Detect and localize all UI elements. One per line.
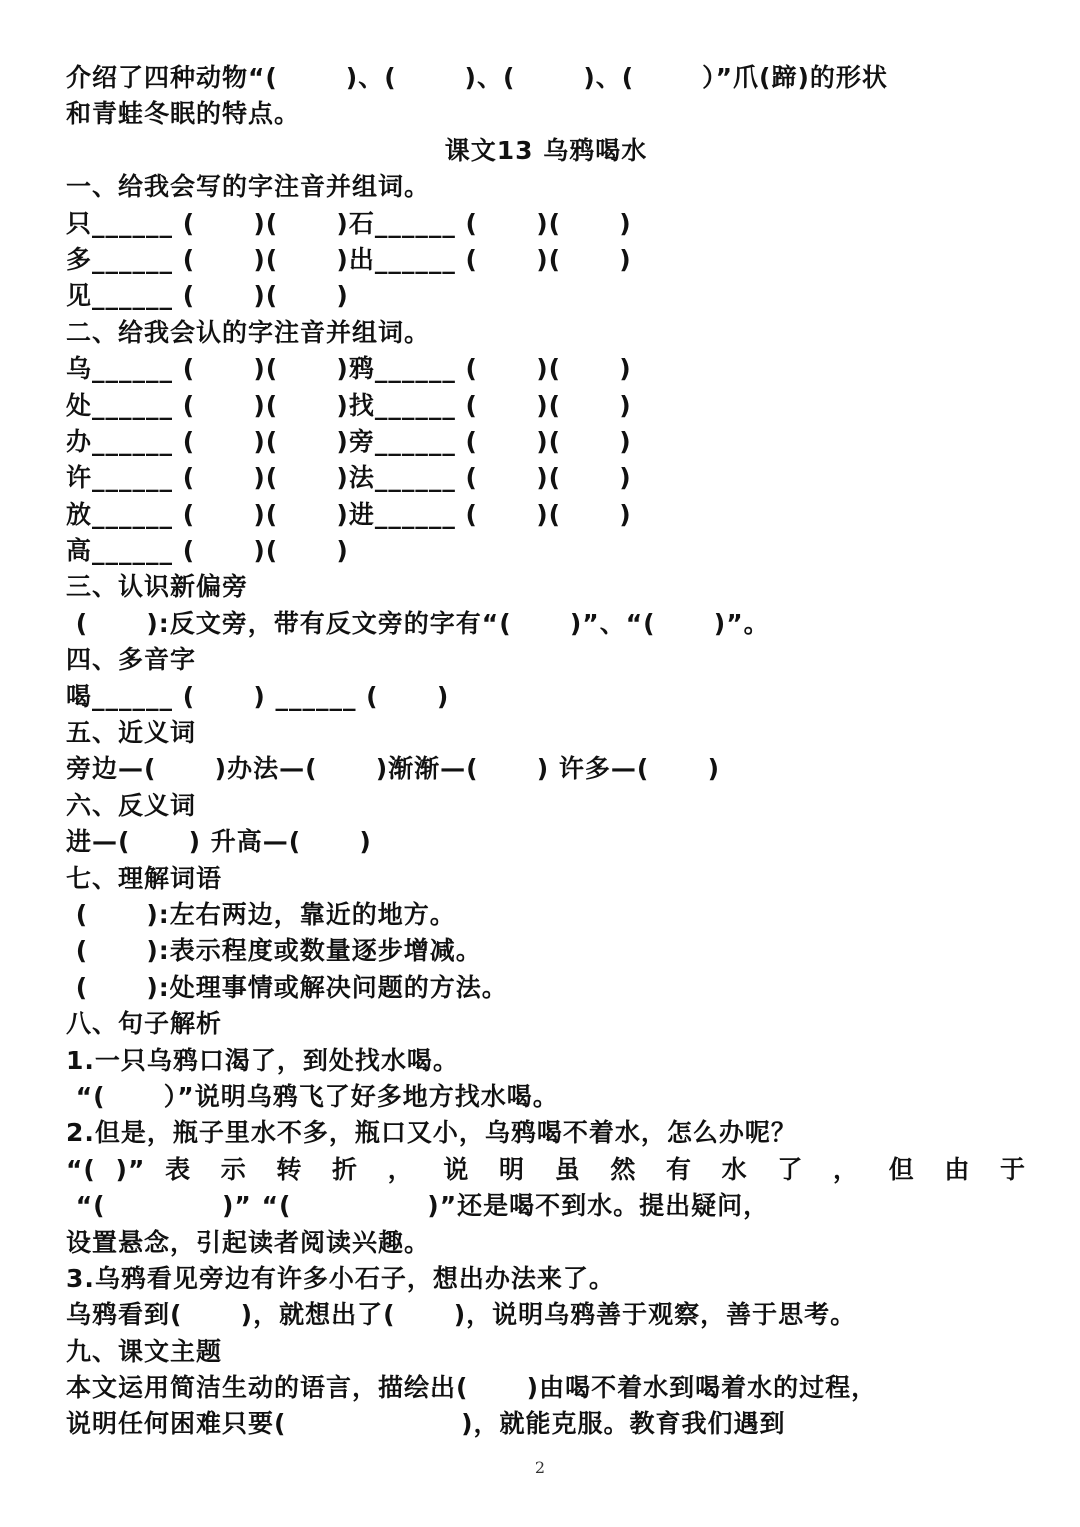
text-line: ( ):表示程度或数量逐步增减。 [66, 936, 482, 966]
text-line: 见______ ( )( ) [66, 281, 349, 311]
text-line: 七、理解词语 [66, 863, 223, 893]
text-line: 2.但是，瓶子里水不多，瓶口又小，乌鸦喝不着水，怎么办呢？ [66, 1118, 797, 1148]
text-line: 1.一只乌鸦口渴了，到处找水喝。 [66, 1045, 459, 1075]
text-line: 说明任何困难只要( )，就能克服。教育我们遇到 [66, 1409, 786, 1439]
text-line: 旁边—( )办法—( )渐渐—( ) 许多—( ) [66, 754, 720, 784]
text-line: 乌______ ( )( )鸦______ ( )( ) [66, 354, 632, 384]
text-line: ( ):左右两边，靠近的地方。 [66, 899, 456, 929]
text-line: 六、反义词 [66, 790, 197, 820]
text-line: 介绍了四种动物“( )、( )、( )、( ）”爪(蹄)的形状 [66, 63, 888, 92]
text-line: 放______ ( )( )进______ ( )( ) [66, 499, 632, 529]
lesson-title: 课文13 乌鸦喝水 [444, 135, 648, 165]
text-line: 四、多音字 [66, 645, 197, 675]
text-line: 处______ ( )( )找______ ( )( ) [66, 390, 632, 420]
page-number: 2 [534, 1458, 546, 1477]
text-line: 喝______ ( ) ______ ( ) [66, 681, 450, 711]
text-line: 设置悬念，引起读者阅读兴趣。 [66, 1227, 431, 1257]
text-line: 五、近义词 [66, 718, 197, 748]
text-line: 许______ ( )( )法______ ( )( ) [66, 463, 632, 493]
text-line: 三、认识新偏旁 [66, 572, 249, 602]
text-line: 和青蛙冬眠的特点。 [66, 99, 301, 129]
text-line: ( ):反文旁，带有反文旁的字有“( )”、“( )”。 [66, 608, 770, 638]
text-line: “( )” “( )”还是喝不到水。提出疑问， [66, 1191, 770, 1221]
text-line: 八、句子解析 [66, 1009, 223, 1039]
text-line: 3.乌鸦看见旁边有许多小石子，想出办法来了。 [66, 1263, 615, 1293]
text-line: 高______ ( )( ) [66, 536, 349, 566]
text-line: “( )” 表 示 转 折 ， 说 明 虽 然 有 水 了 ， 但 由 于 [66, 1154, 1026, 1184]
text-line: 只______ ( )( )石______ ( )( ) [66, 208, 632, 238]
text-line: ( ):处理事情或解决问题的方法。 [66, 972, 508, 1002]
text-line: “( ）”说明乌鸦飞了好多地方找水喝。 [66, 1081, 559, 1111]
text-line: 九、课文主题 [66, 1336, 223, 1366]
text-line: 多______ ( )( )出______ ( )( ) [66, 244, 632, 274]
text-line: 二、给我会认的字注音并组词。 [66, 317, 431, 347]
text-line: 办______ ( )( )旁______ ( )( ) [66, 426, 632, 456]
text-line: 本文运用简洁生动的语言，描绘出( )由喝不着水到喝着水的过程， [66, 1373, 878, 1403]
worksheet-page [66, 60, 1026, 1443]
text-line: 一、给我会写的字注音并组词。 [66, 172, 431, 202]
text-line: 进—( ) 升高—( ) [66, 827, 372, 857]
text-line: 乌鸦看到( )，就想出了( )，说明乌鸦善于观察，善于思考。 [66, 1300, 857, 1330]
